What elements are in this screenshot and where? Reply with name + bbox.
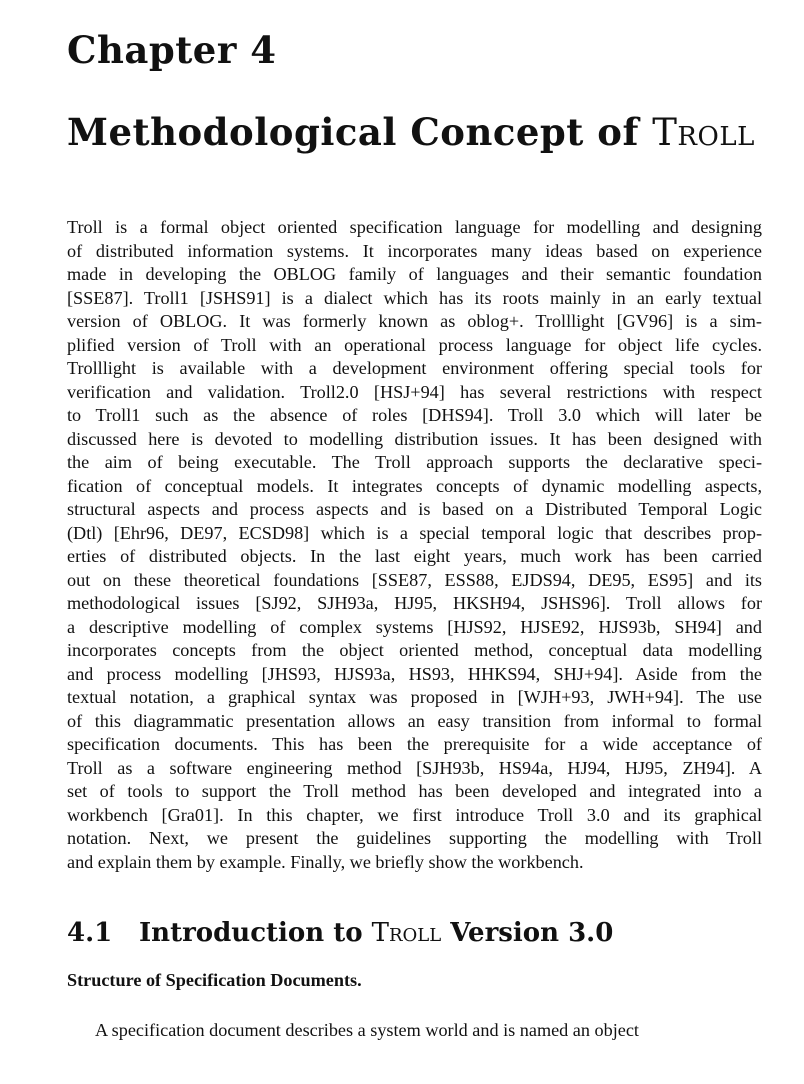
text-line: of distributed information systems. It incorporates many ideas based on experience	[67, 240, 762, 261]
intro-paragraph	[67, 216, 762, 874]
text-line: and process modelling [JHS93, HJS93a, HS93, HHKS94, SHJ+94]. Aside from the	[67, 663, 762, 684]
text-line: Trolllight is available with a development environment offering special tools for	[67, 358, 762, 378]
second-paragraph	[67, 1019, 762, 1043]
document-page	[67, 0, 762, 1084]
text-line: fication of conceptual models. It integrates concepts of dynamic modelling aspects,	[67, 475, 762, 496]
text-line: of this diagrammatic presentation allows an easy transition from informal to formal	[67, 710, 762, 731]
text-line: methodological issues [SJ92, SJH93a, HJ95, HKSH94, JSHS96]. Troll allows for	[67, 593, 762, 613]
subheading: Structure of Specification Documents.	[67, 970, 362, 990]
text-line: erties of distributed objects. In the last eight years, much work has been carried	[67, 546, 762, 566]
section-title-prefix: Introduction to	[139, 918, 372, 948]
text-line: notation. Next, we present the guidelines supporting the modelling with Troll	[67, 828, 762, 848]
text-line: set of tools to support the Troll method has been developed and integrated into a	[67, 781, 762, 801]
section-heading	[67, 918, 613, 948]
text-line: incorporates concepts from the object oriented method, conceptual data modelling	[67, 640, 762, 660]
text-line: the aim of being executable. The Troll approach supports the declarative speci-	[67, 452, 762, 472]
text-line: made in developing the OBLOG family of languages and their semantic foundation	[67, 264, 762, 284]
text-line: a descriptive modelling of complex systems [HJS92, HJSE92, HJS93b, SH94] and	[67, 616, 762, 637]
text-line: workbench [Gra01]. In this chapter, we first introduce Troll 3.0 and its graphical	[67, 804, 762, 825]
section-title-suffix: Version 3.0	[441, 918, 614, 948]
text-line: structural aspects and process aspects and is based on a Distributed Temporal Logic	[67, 499, 762, 519]
chapter-title-text: Methodological Concept of	[67, 110, 653, 154]
text-line: [SSE87]. Troll1 [JSHS91] is a dialect which has its roots mainly in an early textual	[67, 287, 762, 308]
text-line: plified version of Troll with an operational process language for object life cycles.	[67, 334, 762, 355]
text-line: and explain them by example. Finally, we briefly show the workbench.	[67, 851, 584, 872]
text-line: Troll as a software engineering method [SJH93b, HS94a, HJ94, HJ95, ZH94]. A	[67, 757, 762, 778]
text-line: verification and validation. Troll2.0 [HSJ+94] has several restrictions with respect	[67, 381, 762, 402]
text-line: discussed here is devoted to modelling distribution issues. It has been designed with	[67, 428, 762, 449]
chapter-title	[67, 110, 755, 154]
chapter-title-troll: Troll	[652, 111, 755, 154]
text-line: specification documents. This has been the prerequisite for a wide acceptance of	[67, 734, 762, 754]
section-title-troll: Troll	[371, 918, 442, 948]
chapter-label: Chapter 4	[67, 28, 277, 72]
text-line: textual notation, a graphical syntax was proposed in [WJH+93, JWH+94]. The use	[67, 687, 762, 707]
section-number: 4.1	[67, 918, 113, 948]
text-line: version of OBLOG. It was formerly known as oblog+. Trolllight [GV96] is a sim-	[67, 311, 762, 331]
text-line: out on these theoretical foundations [SSE87, ESS88, EJDS94, DE95, ES95] and its	[67, 569, 762, 590]
text-line: to Troll1 such as the absence of roles [DHS94]. Troll 3.0 which will later be	[67, 405, 762, 425]
text-line: (Dtl) [Ehr96, DE97, ECSD98] which is a special temporal logic that describes prop-	[67, 522, 762, 543]
text-line: Troll is a formal object oriented specification language for modelling and designing	[67, 217, 762, 237]
text-line: A specification document describes a system world and is named an object	[95, 1020, 639, 1040]
